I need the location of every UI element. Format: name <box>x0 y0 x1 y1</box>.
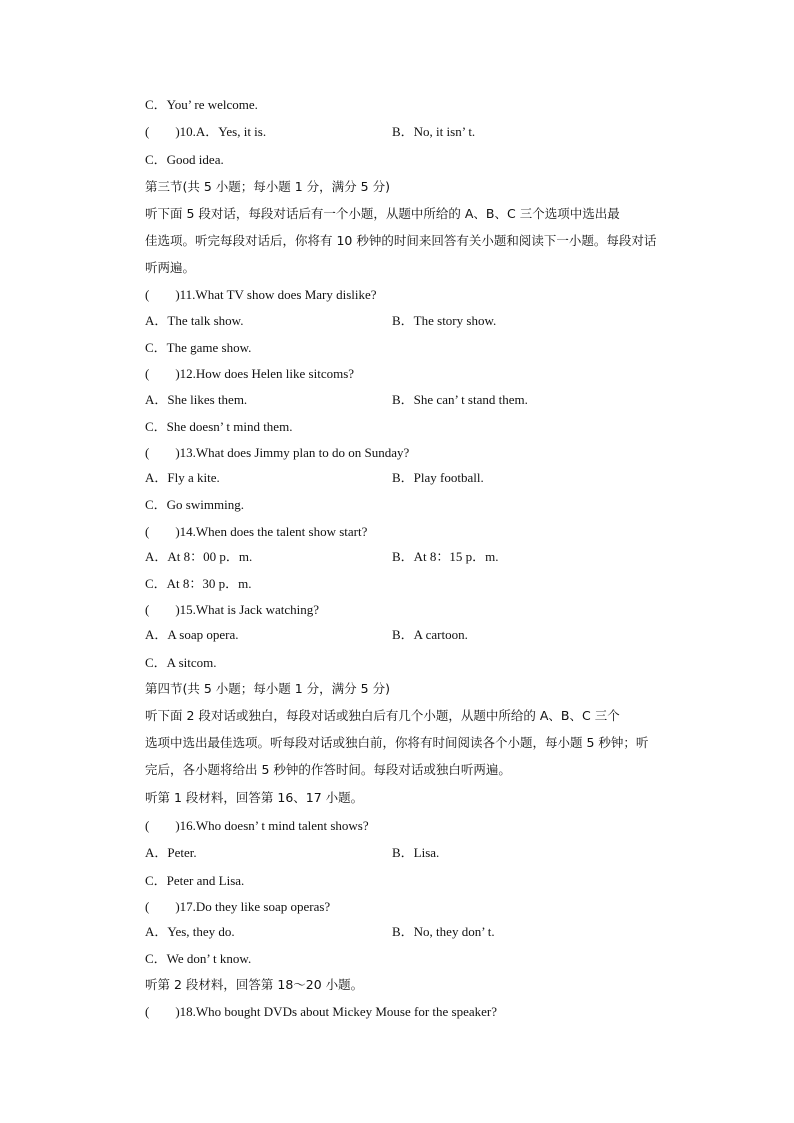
section-4-instructions-line3: 完后，各小题将给出 5 秒钟的作答时间。每段对话或独白听两遍。 <box>145 762 511 777</box>
question-17: ( )17.Do they like soap operas? <box>145 899 331 914</box>
option-c-q11: C．The game show. <box>145 340 252 355</box>
option-c-q14: C．At 8：30 p．m. <box>145 576 252 591</box>
question-11: ( )11.What TV show does Mary dislike? <box>145 287 377 302</box>
section-3-instructions-line2: 佳选项。听完每段对话后，你将有 10 秒钟的时间来回答有关小题和阅读下一小题。每段对话 <box>145 233 657 248</box>
option-a-q14: A．At 8：00 p．m. <box>145 549 253 564</box>
option-b-q14: B．At 8：15 p．m. <box>392 549 499 564</box>
option-b-q12: B．She can’ t stand them. <box>392 392 528 407</box>
question-15: ( )15.What is Jack watching? <box>145 602 320 617</box>
material-2-heading: 听第 2 段材料，回答第 18～20 小题。 <box>145 977 364 992</box>
option-b-q11: B．The story show. <box>392 313 497 328</box>
option-a-q15: A．A soap opera. <box>145 627 239 642</box>
section-3-instructions-line3: 听两遍。 <box>145 260 196 275</box>
option-a-q16: A．Peter. <box>145 845 197 860</box>
option-c-q10: C．Good idea. <box>145 152 224 167</box>
option-a-q17: A．Yes, they do. <box>145 924 235 939</box>
option-c-q16: C．Peter and Lisa. <box>145 873 245 888</box>
option-b-q17: B．No, they don’ t. <box>392 924 495 939</box>
section-4-instructions-line2: 选项中选出最佳选项。听每段对话或独白前，你将有时间阅读各个小题，每小题 5 秒钟；听 <box>145 735 649 750</box>
option-b-q16: B．Lisa. <box>392 845 440 860</box>
option-c-q15: C．A sitcom. <box>145 655 217 670</box>
question-18: ( )18.Who bought DVDs about Mickey Mouse for the speaker? <box>145 1004 498 1019</box>
question-14: ( )14.When does the talent show start? <box>145 524 368 539</box>
option-a-q12: A．She likes them. <box>145 392 248 407</box>
option-a-q13: A．Fly a kite. <box>145 470 220 485</box>
section-3-instructions-line1: 听下面 5 段对话，每段对话后有一个小题，从题中所给的 A、B、C 三个选项中选出最 <box>145 206 620 221</box>
option-c-q9: C．You’ re welcome. <box>145 97 258 112</box>
question-10: ( )10.A．Yes, it is. <box>145 124 267 139</box>
question-16: ( )16.Who doesn’ t mind talent shows? <box>145 818 369 833</box>
option-c-q13: C．Go swimming. <box>145 497 244 512</box>
material-1-heading: 听第 1 段材料，回答第 16、17 小题。 <box>145 790 364 805</box>
option-b-q10: B．No, it isn’ t. <box>392 124 476 139</box>
section-4-instructions-line1: 听下面 2 段对话或独白，每段对话或独白后有几个小题，从题中所给的 A、B、C 三个 <box>145 708 620 723</box>
option-c-q12: C．She doesn’ t mind them. <box>145 419 293 434</box>
option-a-q11: A．The talk show. <box>145 313 244 328</box>
question-13: ( )13.What does Jimmy plan to do on Sunday? <box>145 445 410 460</box>
option-c-q17: C．We don’ t know. <box>145 951 252 966</box>
section-4-heading: 第四节(共 5 小题；每小题 1 分，满分 5 分) <box>145 681 390 696</box>
option-b-q13: B．Play football. <box>392 470 484 485</box>
question-12: ( )12.How does Helen like sitcoms? <box>145 366 355 381</box>
section-3-heading: 第三节(共 5 小题；每小题 1 分，满分 5 分) <box>145 179 390 194</box>
option-b-q15: B．A cartoon. <box>392 627 468 642</box>
